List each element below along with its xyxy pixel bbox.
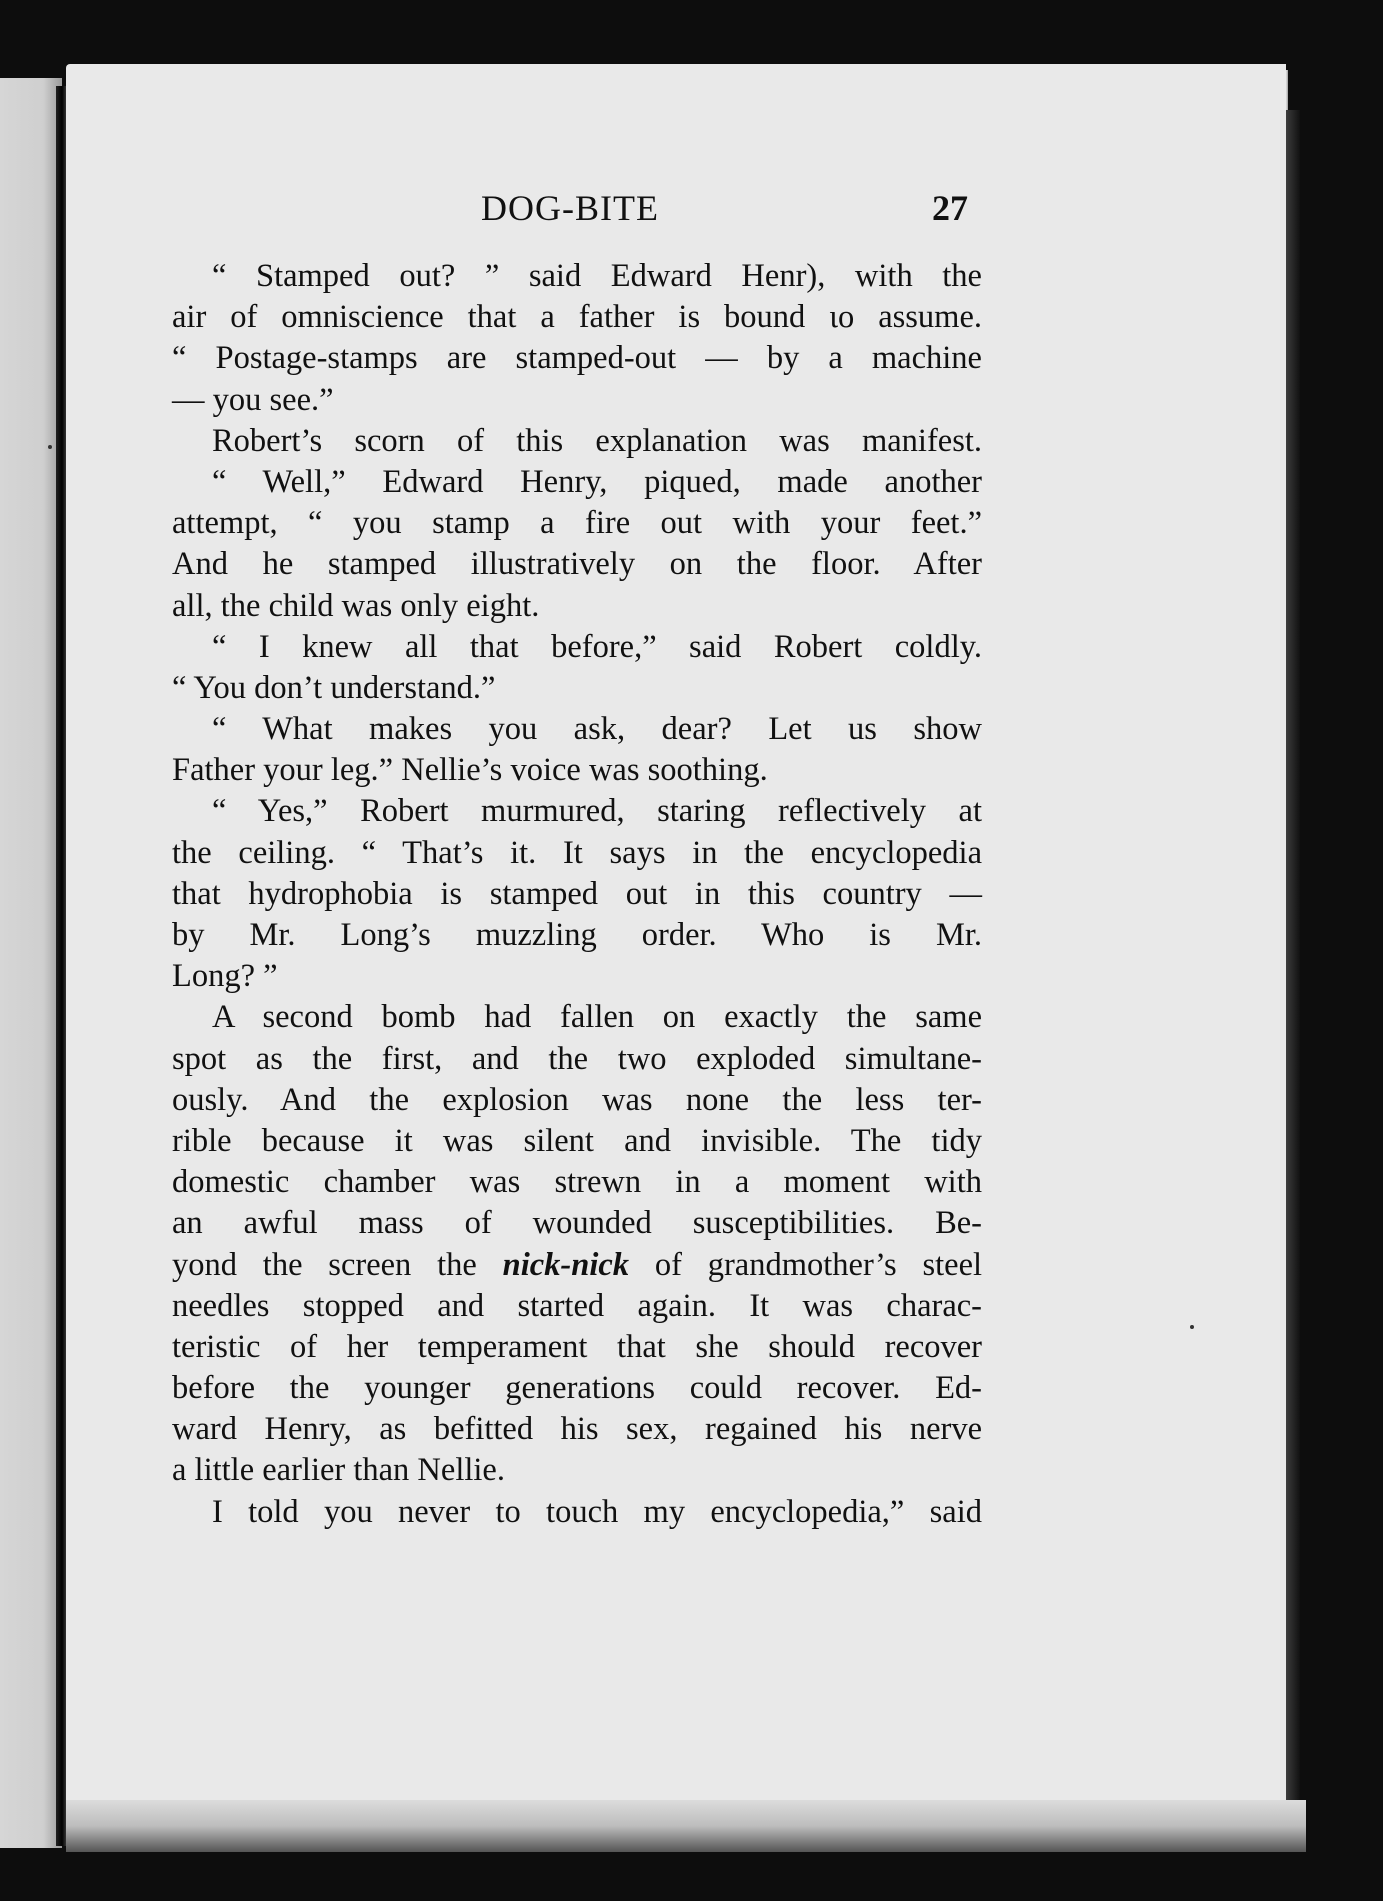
text-line: an awful mass of wounded susceptibilities. Be- bbox=[172, 1205, 982, 1242]
text-line: attempt, “ you stamp a fire out with your feet.” bbox=[172, 505, 982, 542]
text-line: all, the child was only eight. bbox=[172, 587, 540, 624]
text-line: “ You don’t understand.” bbox=[172, 669, 496, 706]
page-number: 27 bbox=[932, 188, 968, 228]
scan-speck bbox=[1190, 1325, 1194, 1329]
body-text bbox=[172, 256, 982, 1533]
text-line bbox=[172, 1245, 982, 1286]
text-line: a little earlier than Nellie. bbox=[172, 1452, 505, 1489]
italic-phrase: nick-nick bbox=[502, 1246, 630, 1283]
text-line: before the younger generations could recover. Ed- bbox=[172, 1370, 982, 1407]
text-line: needles stopped and started again. It was charac- bbox=[172, 1287, 982, 1324]
text-line: I told you never to touch my encyclopedia,” said bbox=[212, 1493, 982, 1530]
text-line: And he stamped illustratively on the floor. After bbox=[172, 546, 982, 583]
page-bottom-edge bbox=[66, 1800, 1306, 1852]
page-header bbox=[170, 183, 970, 239]
text-line: the ceiling. “ That’s it. It says in the encyclopedia bbox=[172, 834, 982, 871]
text-line: by Mr. Long’s muzzling order. Who is Mr. bbox=[172, 917, 982, 953]
text-line: teristic of her temperament that she should recover bbox=[172, 1328, 982, 1365]
text-line: domestic chamber was strewn in a moment with bbox=[172, 1164, 982, 1201]
text-line: A second bomb had fallen on exactly the same bbox=[212, 999, 982, 1036]
text-line: Long? ” bbox=[172, 958, 278, 995]
text-line: ward Henry, as befitted his sex, regained his nerve bbox=[172, 1411, 982, 1448]
running-head: DOG-BITE bbox=[481, 188, 659, 228]
scan-speck bbox=[48, 445, 52, 449]
book-gutter bbox=[56, 86, 66, 1846]
text-line: air of omniscience that a father is bound ιο assume. bbox=[172, 299, 982, 336]
text-line: spot as the first, and the two exploded simultane- bbox=[172, 1040, 982, 1077]
text-segment: yond the screen the bbox=[172, 1246, 477, 1283]
previous-page-margin bbox=[0, 78, 62, 1848]
text-line: rible because it was silent and invisible. The tidy bbox=[172, 1122, 982, 1159]
text-line: “ Yes,” Robert murmured, staring reflectively at bbox=[212, 793, 982, 830]
text-line: “ Postage-stamps are stamped-out — by a machine bbox=[172, 340, 982, 377]
text-segment: of grandmother’s steel bbox=[654, 1246, 983, 1283]
text-line: ously. And the explosion was none the less ter- bbox=[172, 1081, 982, 1118]
text-line: “ Stamped out? ” said Edward Henr), with the bbox=[212, 258, 982, 294]
text-line: that hydrophobia is stamped out in this country — bbox=[172, 875, 982, 912]
text-line: “ I knew all that before,” said Robert coldly. bbox=[212, 628, 982, 665]
text-line: Robert’s scorn of this explanation was manifest. bbox=[212, 422, 982, 459]
text-line: Father your leg.” Nellie’s voice was soothing. bbox=[172, 752, 768, 789]
text-line: “ What makes you ask, dear? Let us show bbox=[212, 711, 982, 748]
text-line: — you see.” bbox=[172, 381, 334, 418]
text-line: “ Well,” Edward Henry, piqued, made another bbox=[212, 463, 982, 500]
